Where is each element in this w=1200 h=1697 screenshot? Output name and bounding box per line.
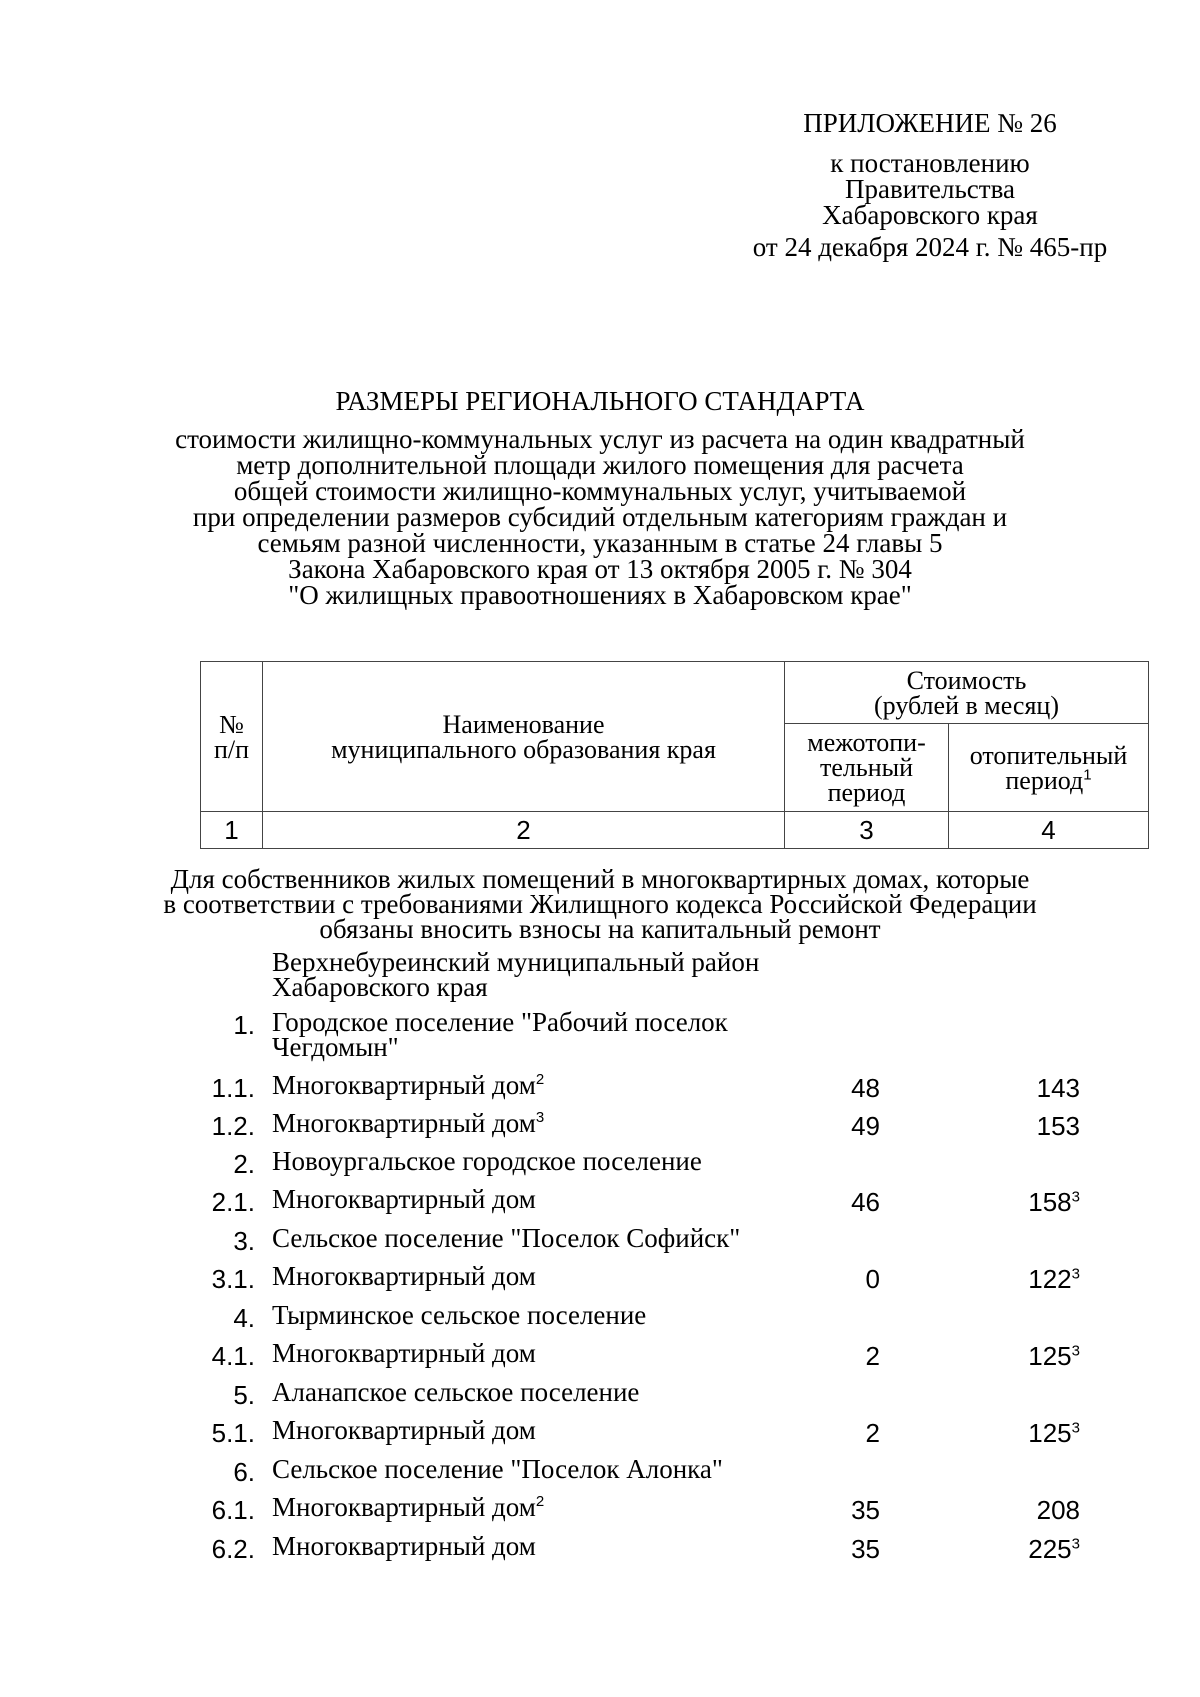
value-non-heating: 35: [851, 1534, 880, 1564]
footnote-marker: 3: [1071, 1535, 1080, 1553]
row-number: 5.1.: [211, 1418, 255, 1448]
row-number: 6.: [233, 1457, 255, 1487]
district-line: Хабаровского края: [272, 972, 488, 1002]
header-cost-line: Стоимость: [906, 665, 1027, 695]
row-name: Новоургальское городское поселение: [272, 1146, 702, 1176]
subtitle-line: семьям разной численности, указанным в статье 24 главы 5: [257, 528, 943, 558]
footnote-marker: 1: [1083, 765, 1092, 783]
header-cost-group: [785, 662, 1149, 724]
value-heating: 153: [1036, 1111, 1080, 1141]
section-line: в соответствии с требованиями Жилищного кодекса Российской Федерации: [163, 889, 1037, 919]
header-col-non-heating: [785, 724, 949, 812]
footnote-marker: 3: [1071, 1342, 1080, 1360]
row-name-line: Городское поселение "Рабочий поселок: [272, 1007, 728, 1037]
header-col-number: [201, 662, 263, 812]
header-col-name-line: муниципального образования края: [331, 734, 716, 764]
subtitle-line: Закона Хабаровского края от 13 октября 2005 г. № 304: [288, 554, 912, 584]
row-name: Многоквартирный дом: [272, 1261, 536, 1291]
appendix-line-2: Правительства: [845, 174, 1015, 204]
row-number: 3.1.: [211, 1264, 255, 1294]
document-subtitle: [150, 426, 1050, 608]
value-heating: 143: [1036, 1073, 1080, 1103]
row-number: 1.2.: [211, 1111, 255, 1141]
value-heating: 158: [1028, 1187, 1072, 1217]
header-col-number-line: №: [219, 709, 244, 739]
subtitle-line: стоимости жилищно-коммунальных услуг из расчета на один квадратный: [175, 424, 1025, 454]
value-non-heating: 35: [851, 1495, 880, 1525]
section-line: обязаны вносить взносы на капитальный ремонт: [319, 914, 881, 944]
value-heating: 125: [1028, 1341, 1072, 1371]
row-name: Аланапское сельское поселение: [272, 1377, 640, 1407]
row-name: Сельское поселение "Поселок Алонка": [272, 1454, 723, 1484]
subtitle-line: "О жилищных правоотношениях в Хабаровском крае": [288, 580, 912, 610]
row-name: Многоквартирный дом: [272, 1070, 536, 1100]
value-non-heating: 0: [865, 1264, 880, 1294]
value-heating: 125: [1028, 1418, 1072, 1448]
row-number: 4.1.: [211, 1341, 255, 1371]
footnote-marker: 3: [1071, 1188, 1080, 1206]
subtitle-line: метр дополнительной площади жилого помещения для расчета: [236, 450, 964, 480]
value-heating: 208: [1036, 1495, 1080, 1525]
value-non-heating: 2: [865, 1341, 880, 1371]
row-name: Сельское поселение "Поселок Софийск": [272, 1223, 741, 1253]
row-name: [272, 1007, 792, 1062]
row-number: 2.1.: [211, 1187, 255, 1217]
row-number: 6.2.: [211, 1534, 255, 1564]
header-col4-text: период: [1005, 765, 1084, 795]
appendix-line-1: к постановлению: [830, 148, 1030, 178]
row-number: 6.1.: [211, 1495, 255, 1525]
value-non-heating: 49: [851, 1111, 880, 1141]
footnote-marker: 2: [535, 1071, 545, 1088]
value-heating: 122: [1028, 1264, 1072, 1294]
row-number: 4.: [233, 1303, 255, 1333]
header-col3-line: тельный: [819, 753, 914, 782]
row-number: 5.: [233, 1380, 255, 1410]
header-index-1: 1: [201, 812, 263, 849]
header-col-number-line: п/п: [213, 734, 250, 764]
value-non-heating: 46: [851, 1187, 880, 1217]
subtitle-line: при определении размеров субсидий отдельным категориям граждан и: [192, 502, 1008, 532]
appendix-line-3: Хабаровского края: [822, 200, 1038, 230]
row-name: Многоквартирный дом: [272, 1492, 536, 1522]
header-table: [200, 661, 1149, 849]
value-heating: 225: [1028, 1534, 1072, 1564]
header-col-name: [263, 662, 785, 812]
row-name: Многоквартирный дом: [272, 1338, 536, 1368]
value-non-heating: 2: [865, 1418, 880, 1448]
district-name: [272, 947, 792, 1002]
header-index-3: 3: [785, 812, 949, 849]
appendix-title: ПРИЛОЖЕНИЕ № 26: [803, 108, 1057, 138]
footnote-marker: 3: [535, 1109, 545, 1126]
section-heading: [150, 864, 1050, 944]
row-name-line: Чегдомын": [272, 1032, 399, 1062]
header-col-heating: [949, 724, 1149, 812]
header-col3-line: межотопи-: [807, 728, 926, 757]
header-col4-line: [949, 765, 1148, 795]
row-name: Многоквартирный дом: [272, 1108, 536, 1138]
footnote-marker: 3: [1071, 1419, 1080, 1437]
appendix-date: от 24 декабря 2024 г. № 465-пр: [752, 232, 1108, 262]
header-col-name-line: Наименование: [442, 709, 605, 739]
section-line: Для собственников жилых помещений в многоквартирных домах, которые: [170, 864, 1030, 894]
header-index-4: 4: [949, 812, 1149, 849]
row-number: 1.: [233, 1010, 255, 1040]
value-non-heating: 48: [851, 1073, 880, 1103]
subtitle-line: общей стоимости жилищно-коммунальных услуг, учитываемой: [233, 476, 967, 506]
row-number: 3.: [233, 1226, 255, 1256]
row-name: Многоквартирный дом: [272, 1531, 536, 1561]
header-col3-line: период: [827, 778, 906, 807]
row-number: 2.: [233, 1149, 255, 1179]
row-name: Многоквартирный дом: [272, 1415, 536, 1445]
footnote-marker: 3: [1071, 1265, 1080, 1283]
district-line: Верхнебуреинский муниципальный район: [272, 947, 760, 977]
row-name: Тырминское сельское поселение: [272, 1300, 647, 1330]
row-number: 1.1.: [211, 1073, 255, 1103]
header-col4-line: отопительный: [969, 740, 1128, 770]
document-title: РАЗМЕРЫ РЕГИОНАЛЬНОГО СТАНДАРТА: [335, 386, 865, 416]
row-name: Многоквартирный дом: [272, 1184, 536, 1214]
footnote-marker: 2: [535, 1493, 545, 1510]
header-cost-line: (рублей в месяц): [874, 690, 1059, 720]
header-index-2: 2: [263, 812, 785, 849]
